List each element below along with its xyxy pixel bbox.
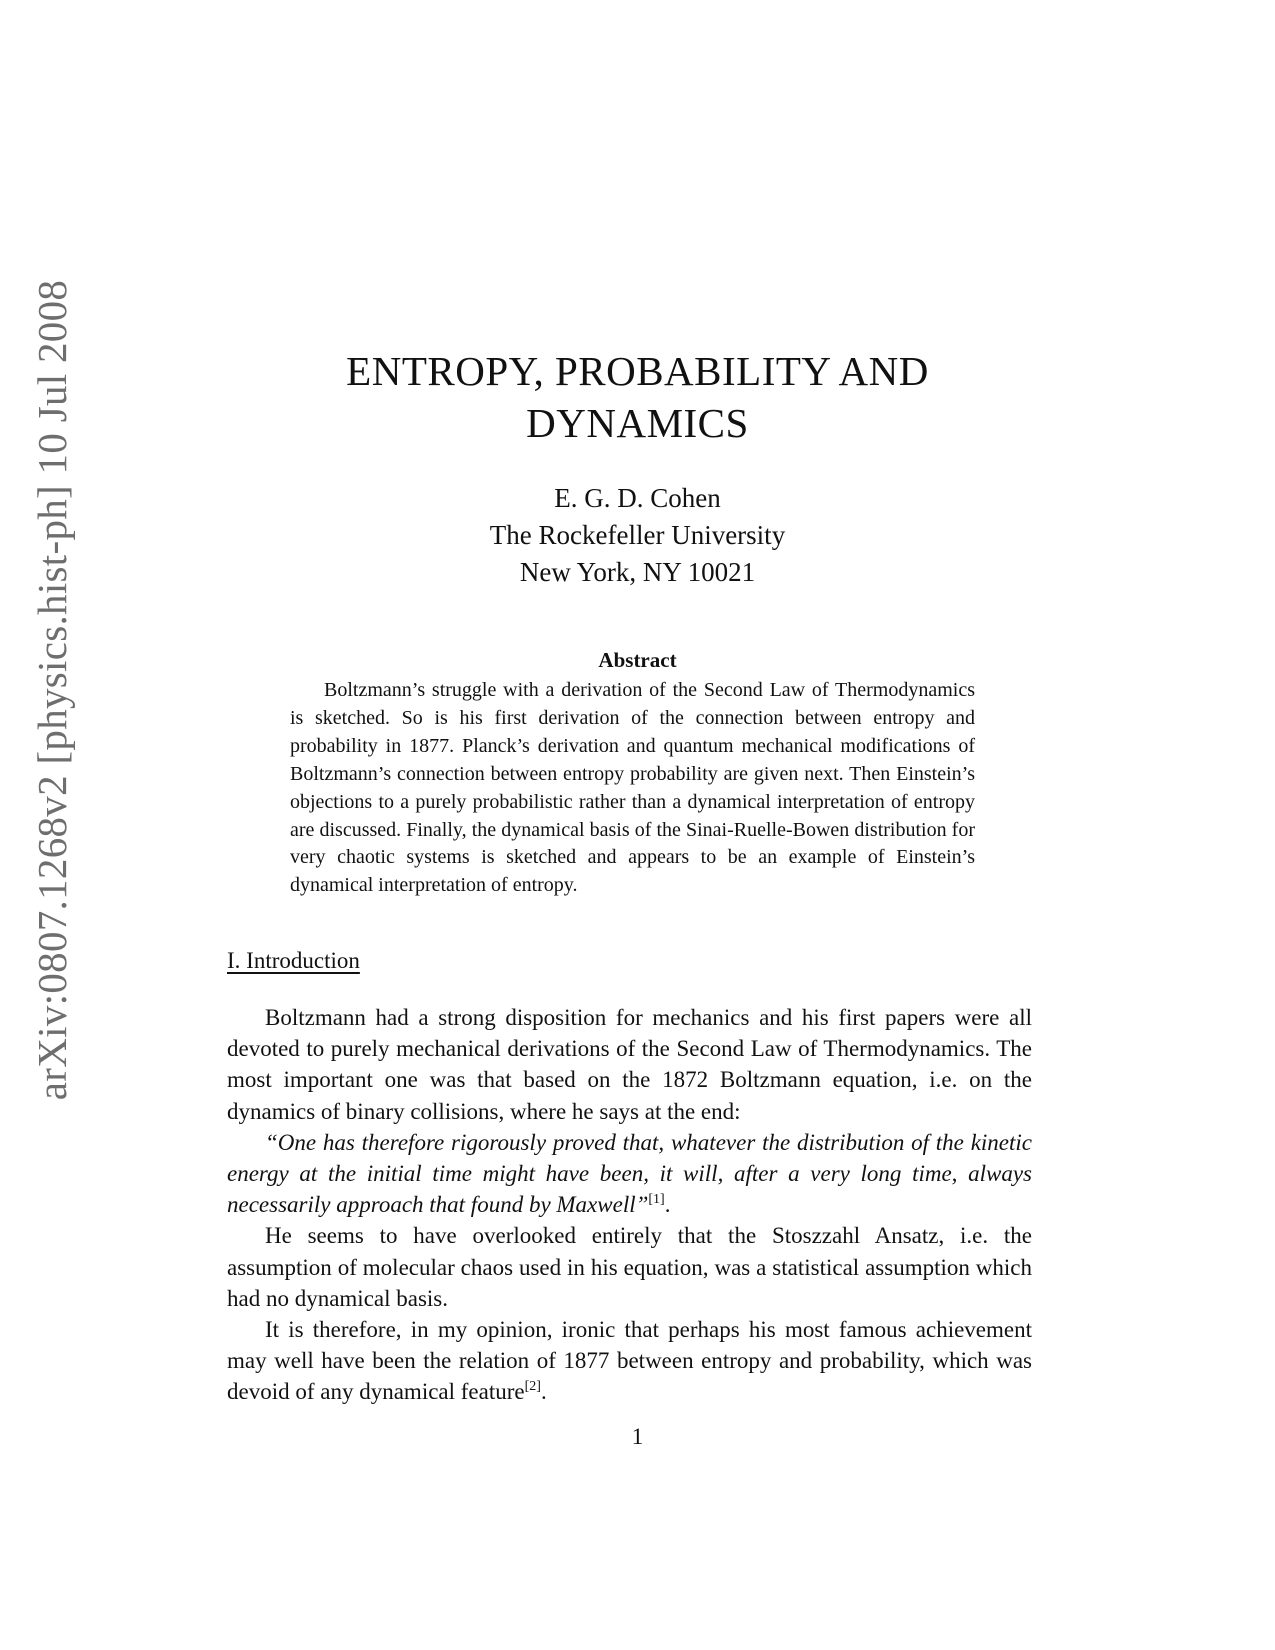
abstract-text: Boltzmann’s struggle with a derivation of the Second Law of Thermodynamics is sketched. So is his first derivation of the connection between entropy and probability in 1877. Planck’s derivation and quantum mechanical modifications of Boltzmann’s connection between entropy probability are given next. Then Einstein’s objections to a purely probabilistic rather than a dynamical interpretation of entropy are discussed. Finally, the dynamical basis of the Sinai-Ruelle-Bowen distribution for very chaotic systems is sketched and appears to be an example of Einstein’s dynamical interpretation of entropy. bbox=[290, 679, 975, 897]
section-heading-introduction: I. Introduction bbox=[227, 948, 360, 973]
citation-1[interactable]: [1] bbox=[648, 1192, 665, 1208]
page-number: 1 bbox=[631, 1424, 644, 1449]
paragraph-3-end: . bbox=[540, 1379, 547, 1405]
paper-title bbox=[0, 345, 1275, 449]
arxiv-identifier-stamp bbox=[28, 125, 76, 1255]
arxiv-identifier-text: arXiv:0807.1268v2 [physics.hist-ph] 10 Jul 2008 bbox=[29, 279, 76, 1101]
author-block bbox=[0, 480, 1275, 591]
quote-paragraph bbox=[227, 1127, 1032, 1221]
author-affiliation: The Rockefeller University bbox=[489, 520, 786, 550]
author-address: New York, NY 10021 bbox=[519, 557, 756, 587]
quote-end: . bbox=[664, 1192, 671, 1218]
abstract-heading: Abstract bbox=[598, 648, 677, 672]
paper-title-line-2: DYNAMICS bbox=[526, 400, 749, 446]
introduction-body bbox=[227, 1002, 1032, 1408]
citation-2[interactable]: [2] bbox=[524, 1379, 541, 1395]
paragraph-3-text: It is therefore, in my opinion, ironic that perhaps his most famous achievement may well have been the relation of 1877 between entropy and probability, which was devoid of any dynamical feature bbox=[227, 1317, 1032, 1405]
author-name: E. G. D. Cohen bbox=[554, 483, 721, 513]
paragraph-2: He seems to have overlooked entirely that the Stoszzahl Ansatz, i.e. the assumption of molecular chaos used in his equation, was a statistical assumption which had no dynamical basis. bbox=[227, 1223, 1032, 1311]
paragraph-1: Boltzmann had a strong disposition for mechanics and his first papers were all devoted to purely mechanical derivations of the Second Law of Thermodynamics. The most important one was that based on the 1872 Boltzmann equation, i.e. on the dynamics of binary collisions, where he says at the end: bbox=[227, 1005, 1032, 1124]
paper-title-line-1: ENTROPY, PROBABILITY AND bbox=[346, 348, 929, 394]
maxwell-quote: “One has therefore rigorously proved that, whatever the distribution of the kinetic energy at the initial time might have been, it will, after a very long time, always necessarily approach that found by Maxwell” bbox=[227, 1129, 1032, 1218]
paragraph-3 bbox=[227, 1314, 1032, 1408]
